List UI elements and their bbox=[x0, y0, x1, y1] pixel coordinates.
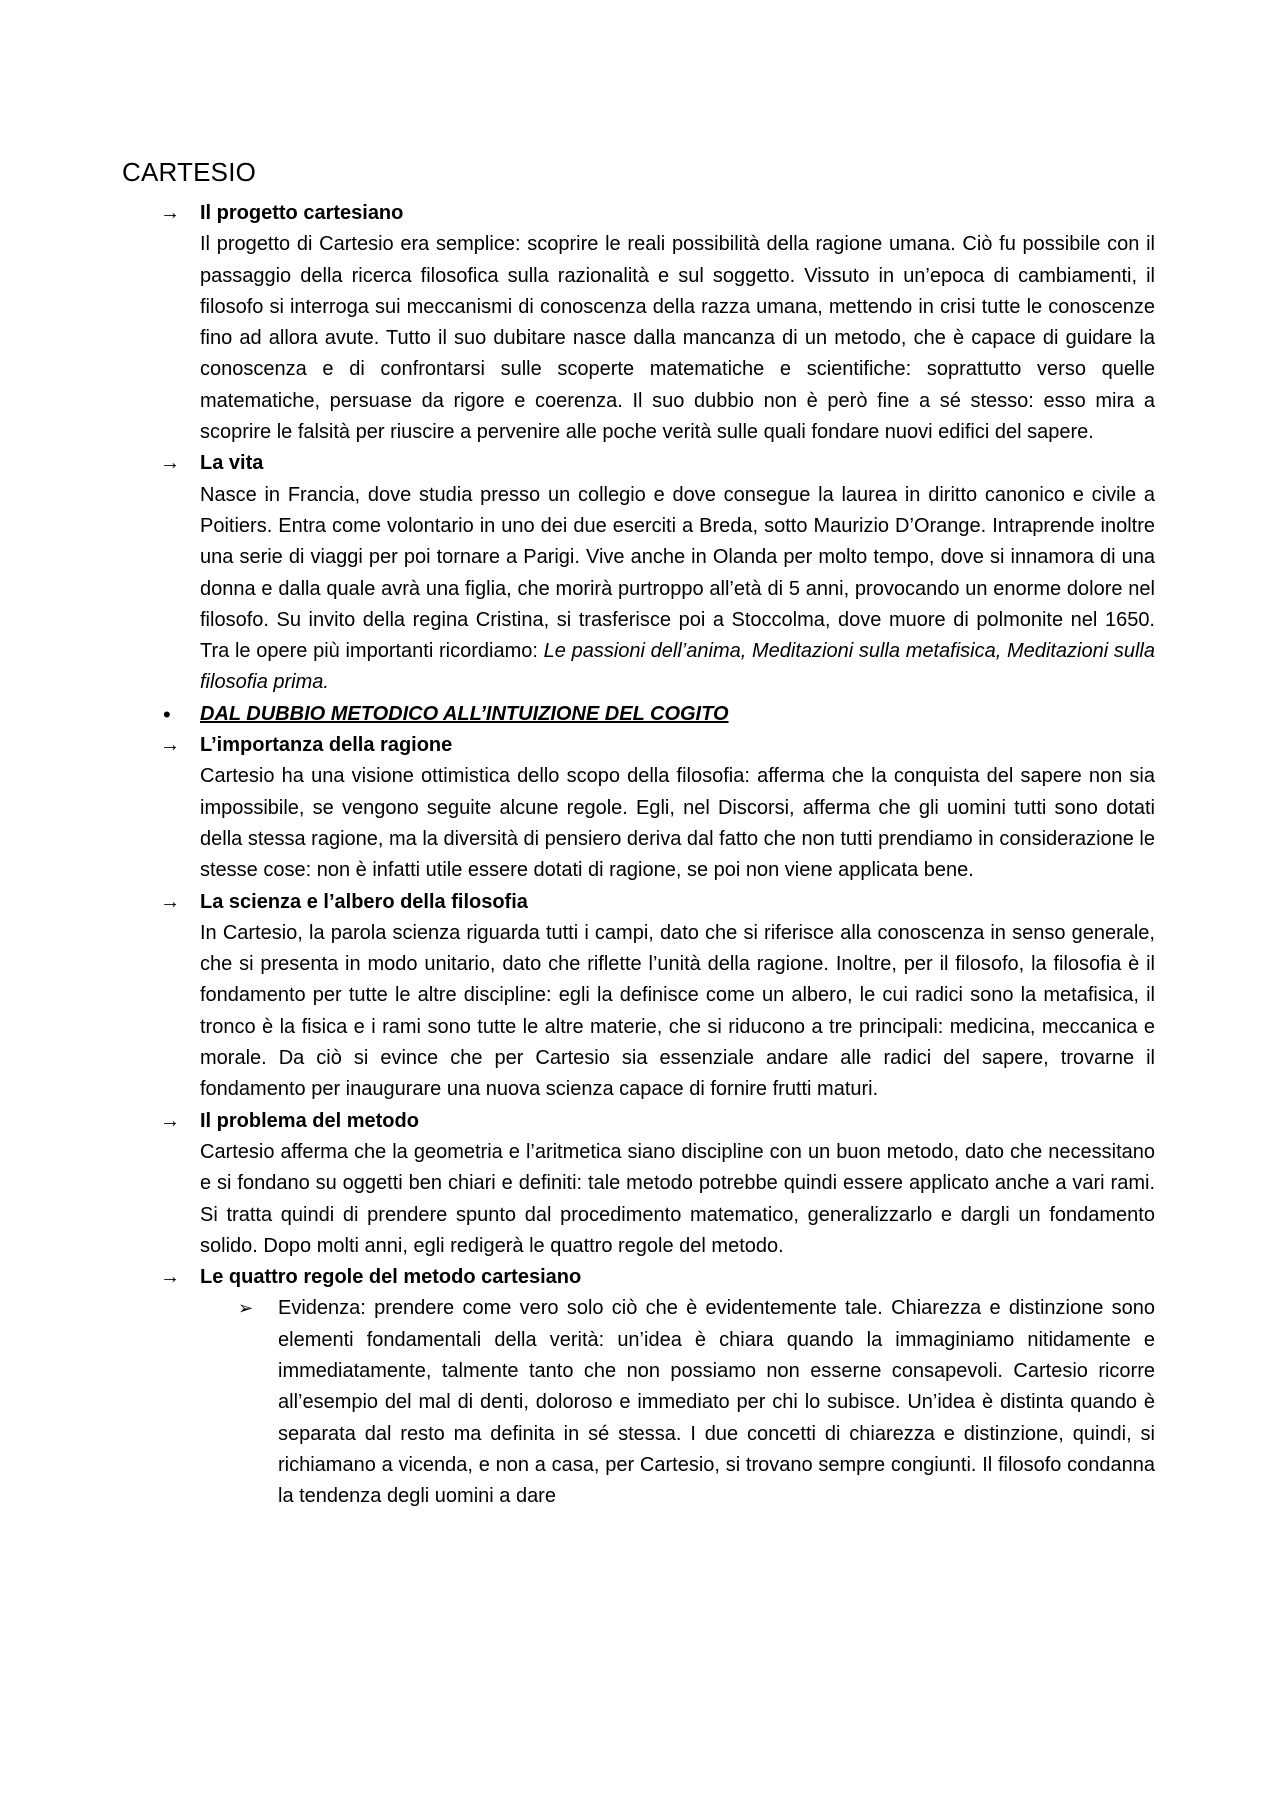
arrow-icon: → bbox=[160, 452, 180, 475]
section-heading: La vita bbox=[200, 452, 264, 475]
section-regole bbox=[122, 1262, 1155, 1512]
section-text: Cartesio ha una visione ottimistica dello scopo della filosofia: afferma che la conquista del sapere non sia impossibile, se vengono seguite alcune regole. Egli, nel Discorsi, afferma che gli uomini tutti sono dotati della stessa ragione, ma la diversità di pensiero deriva dal fatto che non tutti prendiamo in considerazione le stesse cose: non è infatti utile essere dotati di ragione, se poi non viene applicata bene. bbox=[200, 765, 1155, 882]
sub-arrow-icon: ➢ bbox=[238, 1298, 254, 1319]
arrow-icon: → bbox=[160, 734, 180, 757]
rule-evidenza bbox=[200, 1293, 1155, 1512]
section-scienza bbox=[122, 887, 1155, 1106]
section-heading: DAL DUBBIO METODICO ALL’INTUIZIONE DEL COGITO bbox=[200, 702, 729, 725]
section-dubbio bbox=[122, 699, 1155, 730]
bullet-icon: • bbox=[163, 701, 171, 727]
section-vita bbox=[122, 448, 1155, 698]
section-text: In Cartesio, la parola scienza riguarda tutti i campi, dato che si riferisce alla conoscenza in senso generale, che si presenta in modo unitario, dato che riflette l’unità della ragione. Inoltre, per il filosofo, la filosofia è il fondamento per tutte le altre discipline: egli la definisce come un albero, le cui radici sono la metafisica, il tronco è la fisica e i rami sono tutte le altre materie, che si riducono a tre principali: medicina, meccanica e morale. Da ciò si evince che per Cartesio sia essenziale andare alle radici del sapere, trovarne il fondamento per inaugurare una nuova scienza capace di fornire frutti maturi. bbox=[200, 921, 1155, 1101]
arrow-icon: → bbox=[160, 890, 180, 913]
arrow-icon: → bbox=[160, 1109, 180, 1132]
section-heading: Il problema del metodo bbox=[200, 1109, 419, 1132]
section-heading: La scienza e l’albero della filosofia bbox=[200, 890, 528, 913]
section-text: Cartesio afferma che la geometria e l’aritmetica siano discipline con un buon metodo, dato che necessitano e si fondano su oggetti ben chiari e definiti: tale metodo potrebbe quindi essere applicato anche a vari rami. Si tratta quindi di prendere spunto dal procedimento matematico, generalizzarlo e dargli un fondamento solido. Dopo molti anni, egli redigerà le quattro regole del metodo. bbox=[200, 1140, 1155, 1257]
works-list: Le passioni dell’anima, Meditazioni sulla metafisica, Meditazioni sulla filosofia prima. bbox=[200, 640, 1155, 694]
section-heading: Il progetto cartesiano bbox=[200, 202, 404, 224]
section-text: Il progetto di Cartesio era semplice: scoprire le reali possibilità della ragione umana. Ciò fu possibile con il passaggio della ricerca filosofica sulla razionalità e sul soggetto. Vissuto in un’epoca di cambiamenti, il filosofo si interroga sui meccanismi di conoscenza della razza umana, mettendo in crisi tutte le conoscenze fino ad allora avute. Tutto il suo dubitare nasce dalla mancanza di un metodo, che è capace di guidare la conoscenza e di confrontarsi sulle scoperte matematiche e scientifiche: soprattutto verso quelle matematiche, persuase da rigore e coerenza. Il suo dubbio non è però fine a sé stesso: esso mira a scoprire le falsità per riuscire a pervenire alle poche verità sulle quali fondare nuovi edifici del sapere. bbox=[200, 233, 1155, 444]
section-heading: L’importanza della ragione bbox=[200, 734, 453, 757]
section-text-body: Nasce in Francia, dove studia presso un collegio e dove consegue la laurea in diritto canonico e civile a Poitiers. Entra come volontario in uno dei due eserciti a Breda, sotto Maurizio D’Orange. Intraprende inoltre una serie di viaggi per poi tornare a Parigi. Vive anche in Olanda per molto tempo, dove si innamora di una donna e dalla quale avrà una figlia, che morirà purtroppo all’età di 5 anni, provocando un enorme dolore nel filosofo. Su invito della regina Cristina, si trasferisce poi a Stoccolma, dove muore di polmonite nel 1650. Tra le opere più importanti ricordiamo: bbox=[200, 483, 1155, 663]
section-text bbox=[200, 480, 1155, 699]
section-heading: Le quattro regole del metodo cartesiano bbox=[200, 1266, 582, 1289]
rule-text: Evidenza: prendere come vero solo ciò che è evidentemente tale. Chiarezza e distinzione sono elementi fondamentali della verità: un’idea è chiara quando la immaginiamo nitidamente e immediatamente, talmente tanto che non possiamo non esserne consapevoli. Cartesio ricorre all’esempio del mal di denti, doloroso e immediato per chi lo subisce. Un’idea è distinta quando è separata dal resto ma definita in sé stessa. I due concetti di chiarezza e distinzione, quindi, si richiamano a vicenda, e non a casa, per Cartesio, si trovano sempre congiunti. Il filosofo condanna la tendenza degli uomini a dare bbox=[278, 1297, 1155, 1508]
arrow-icon: → bbox=[160, 1266, 180, 1289]
document-title: CARTESIO bbox=[122, 157, 257, 187]
section-ragione bbox=[122, 730, 1155, 886]
section-progetto bbox=[122, 198, 1155, 448]
section-metodo bbox=[122, 1106, 1155, 1262]
arrow-icon: → bbox=[160, 202, 180, 224]
